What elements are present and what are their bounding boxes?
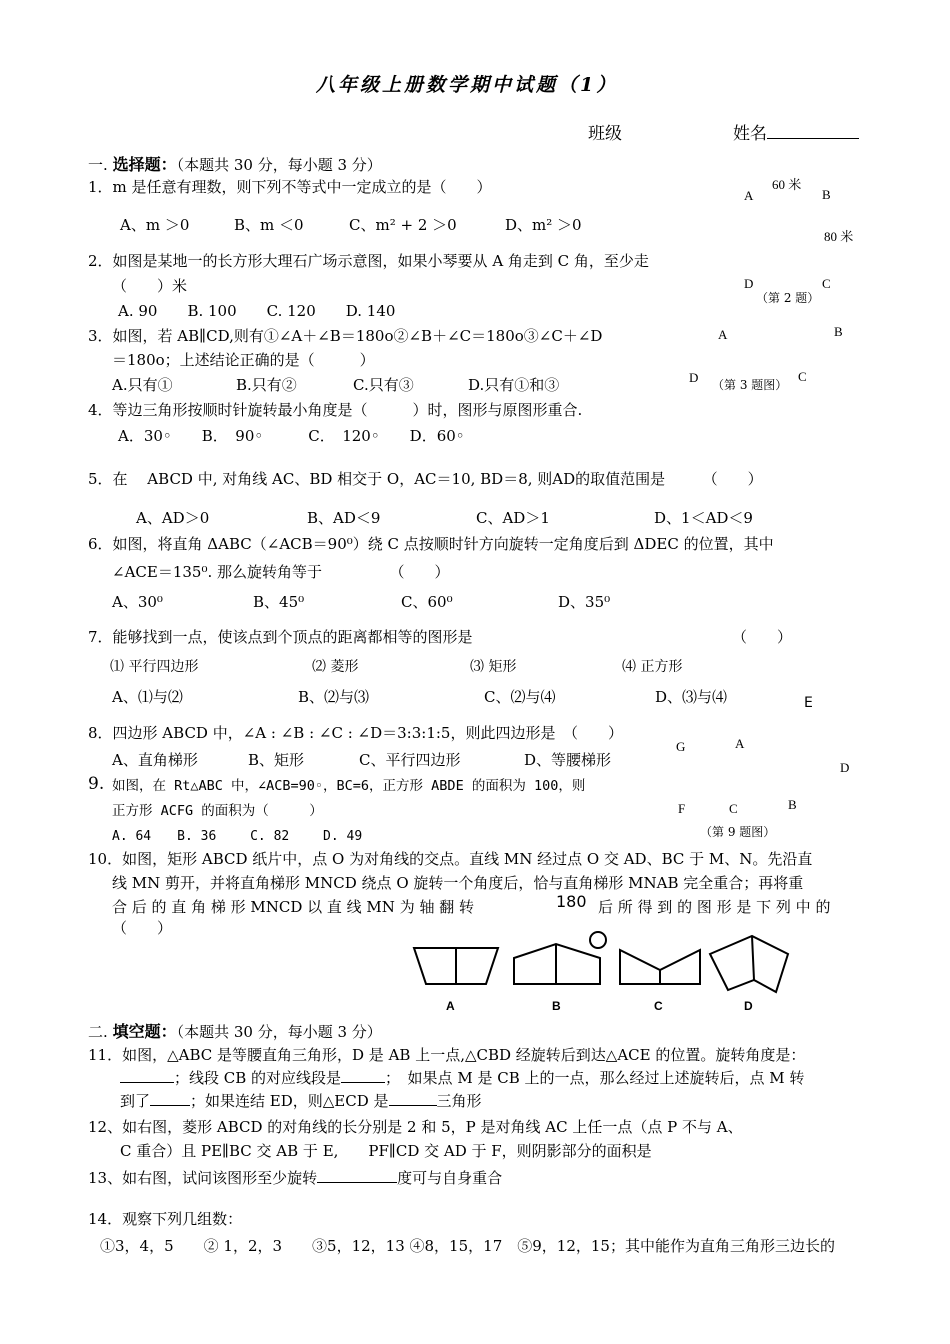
name-blank[interactable]	[767, 121, 859, 139]
q6-option-d: D、35⁰	[558, 593, 611, 611]
q2-stem-line1: 2．如图是某地一的长方形大理石广场示意图，如果小琴要从 A 角走到 C 角，至少走	[88, 252, 649, 270]
q13-stem: 13、如右图，试问该图形至少旋转 度可与自身重合	[88, 1166, 502, 1188]
fig3-caption: （第 3 题图）	[712, 378, 788, 392]
q3-option-b: B.只有②	[236, 376, 297, 394]
q3-option-d: D.只有①和③	[468, 376, 560, 394]
fig9-label-g: G	[676, 739, 686, 754]
q7-shape-4: ⑷ 正方形	[622, 659, 683, 675]
q4-stem: 4．等边三角形按顺时针旋转最小角度是（ ）时，图形与原图形重合.	[88, 401, 583, 419]
q8-option-c: C、平行四边形	[359, 751, 461, 769]
q10-figure-c	[620, 950, 700, 984]
fig3-label-d: D	[689, 370, 699, 385]
q7-option-a: A、⑴与⑵	[112, 688, 183, 706]
q9-options: A. 64 B. 36 C. 82 D. 49	[112, 829, 363, 844]
q9-stem-line1: 如图，在 Rt△ABC 中，∠ACB=90◦，BC=6，正方形 ABDE 的面积为 100，则	[112, 778, 586, 794]
q14-stem-line1: 14．观察下列几组数：	[88, 1210, 243, 1228]
q6-option-b: B、45⁰	[253, 593, 305, 611]
fig2-label-b: B	[822, 187, 831, 202]
q8-stem: 8．四边形 ABCD 中，∠A : ∠B : ∠C : ∠D＝3:3:1:5，则此四边形是 （ ）	[88, 724, 623, 742]
q8-option-d: D、等腰梯形	[524, 751, 612, 769]
fig9-caption: （第 9 题图）	[700, 825, 776, 839]
q1-option-d: D、m² ＞0	[505, 216, 582, 234]
q11-blank-2[interactable]	[341, 1066, 385, 1083]
class-label: 班级	[588, 124, 622, 144]
q6-option-a: A、30⁰	[112, 593, 163, 611]
q1-option-a: A、m ＞0	[120, 216, 190, 234]
q7-option-d: D、⑶与⑷	[655, 688, 728, 706]
q11-blank-3[interactable]	[150, 1089, 190, 1106]
section-1-heading: 一. 选择题：（本题共 30 分，每小题 3 分）	[88, 155, 382, 174]
section-2-heading: 二. 填空题：（本题共 30 分，每小题 3 分）	[88, 1022, 382, 1041]
q10-figure-b	[514, 944, 600, 984]
q10-stem-line2: 线 MN 剪开，并将直角梯形 MNCD 绕点 O 旋转一个角度后，恰与直角梯形 MNAB 完全重合；再将重	[112, 874, 804, 892]
q3-stem-line2: ＝180o；上述结论正确的是（ ）	[112, 351, 375, 369]
q3-option-a: A.只有①	[112, 376, 173, 394]
q7-stem: 7．能够找到一点，使该点到个顶点的距离都相等的图形是	[88, 628, 473, 646]
fig2-label-d: D	[744, 276, 754, 291]
q11-blank-1[interactable]	[120, 1066, 174, 1083]
q10-label-c: C	[654, 999, 663, 1013]
q10-figure-a	[414, 948, 498, 984]
fig2-right-length: 80 米	[824, 229, 854, 244]
fig9-label-b: B	[788, 797, 797, 812]
q9-stem-line2: 正方形 ACFG 的面积为（ ）	[112, 803, 323, 819]
q3-option-c: C.只有③	[353, 376, 414, 394]
q7-shape-3: ⑶ 矩形	[470, 659, 517, 675]
q10-stem-line4: （ ）	[112, 919, 173, 937]
q9-number: 9.	[88, 774, 105, 794]
q6-stem-line1: 6．如图，将直角 ΔABC（∠ACB＝90⁰）绕 C 点按顺时针方向旋转一定角度后到 ΔDEC 的位置，其中	[88, 535, 774, 553]
fig3-label-c: C	[798, 369, 807, 384]
q11-stem-line2: ；线段 CB 的对应线段是 ； 如果点 M 是 CB 上的一点，那么经过上述旋转后，点 M 转	[120, 1066, 804, 1088]
q1-stem: 1．m 是任意有理数，则下列不等式中一定成立的是（ ）	[88, 178, 492, 196]
q5-option-c: C、AD＞1	[476, 509, 550, 527]
q10-label-d: D	[744, 999, 753, 1013]
q1-option-b: B、m ＜0	[234, 216, 304, 234]
q1-option-c: C、m² + 2 ＞0	[349, 216, 457, 234]
q7-shape-2: ⑵ 菱形	[312, 659, 359, 675]
q10-circle	[590, 932, 606, 948]
q10-figure-d	[710, 936, 788, 992]
fig9-label-f: F	[678, 801, 686, 816]
q10-label-b: B	[552, 999, 561, 1013]
q10-stem-line3: 合 后 的 直 角 梯 形 MNCD 以 直 线 MN 为 轴 翻 转	[112, 898, 474, 916]
q2-options: A. 90 B. 100 C. 120 D. 140	[118, 302, 396, 320]
fig2-label-c: C	[822, 276, 831, 291]
q8-option-a: A、直角梯形	[112, 751, 198, 769]
q11-stem-line3: 到了 ；如果连结 ED，则△ECD 是 三角形	[120, 1089, 482, 1111]
q8-option-b: B、矩形	[248, 751, 305, 769]
fig2-label-a: A	[744, 188, 754, 203]
q5-option-d: D、1＜AD＜9	[654, 509, 753, 527]
q12-stem-line2: C 重合）且 PE∥BC 交 AB 于 E, PF∥CD 交 AD 于 F，则阴影部分的面积是	[120, 1142, 652, 1160]
fig3-label-a: A	[718, 327, 728, 342]
q7-option-c: C、⑵与⑷	[484, 688, 556, 706]
q10-180: 180	[556, 892, 587, 911]
q5-option-a: A、AD＞0	[136, 509, 210, 527]
q10-label-a: A	[446, 999, 455, 1013]
fig3-label-b: B	[834, 324, 843, 339]
q5-option-b: B、AD＜9	[307, 509, 381, 527]
q11-blank-4[interactable]	[389, 1089, 437, 1106]
q2-stem-line2: （ ）米	[112, 277, 188, 295]
q7-shape-1: ⑴ 平行四边形	[110, 659, 199, 675]
q12-stem-line1: 12、如右图，菱形 ABCD 的对角线的长分别是 2 和 5，P 是对角线 AC 上任一点（点 P 不与 A、	[88, 1118, 743, 1136]
name-label: 姓名	[733, 119, 859, 144]
fig9-label-c: C	[729, 801, 738, 816]
q7-option-b: B、⑵与⑶	[298, 688, 370, 706]
page-title: 八年级上册数学期中试题（1）	[316, 74, 619, 96]
q6-stem-line2: ∠ACE＝135⁰. 那么旋转角等于 （ ）	[112, 563, 450, 581]
q10-figures	[410, 928, 900, 1018]
q3-stem-line1: 3．如图，若 AB∥CD,则有①∠A＋∠B＝180o②∠B＋∠C＝180o③∠C＋∠D	[88, 327, 603, 345]
fig2-top-length: 60 米	[772, 177, 802, 192]
q10-stem-line1: 10．如图，矩形 ABCD 纸片中，点 O 为对角线的交点。直线 MN 经过点 O 交 AD、BC 于 M、N。先沿直	[88, 850, 813, 868]
fig9-label-a: A	[735, 736, 745, 751]
q11-stem-line1: 11．如图，△ABC 是等腰直角三角形，D 是 AB 上一点,△CBD 经旋转后到达△ACE 的位置。旋转角度是：	[88, 1046, 806, 1064]
q7-paren: （ ）	[732, 628, 793, 646]
q13-blank[interactable]	[317, 1166, 397, 1183]
fig2-caption: （第 2 题）	[756, 291, 820, 305]
fig9-label-e: E	[804, 695, 813, 711]
q14-stem-line2: ①3，4，5 ② 1，2，3 ③5，12，13 ④8，15，17 ⑤9，12，15；其中能作为直角三角形三边长的	[100, 1237, 835, 1255]
q4-options: A．30◦ B． 90◦ C． 120◦ D．60◦	[118, 427, 465, 445]
q6-option-c: C、60⁰	[401, 593, 453, 611]
q5-stem: 5．在 ABCD 中, 对角线 AC、BD 相交于 O，AC＝10, BD＝8, 则AD的取值范围是 （ ）	[88, 470, 763, 488]
fig9-label-d: D	[840, 760, 850, 775]
q10-stem-line3b: 后 所 得 到 的 图 形 是 下 列 中 的	[598, 898, 831, 916]
